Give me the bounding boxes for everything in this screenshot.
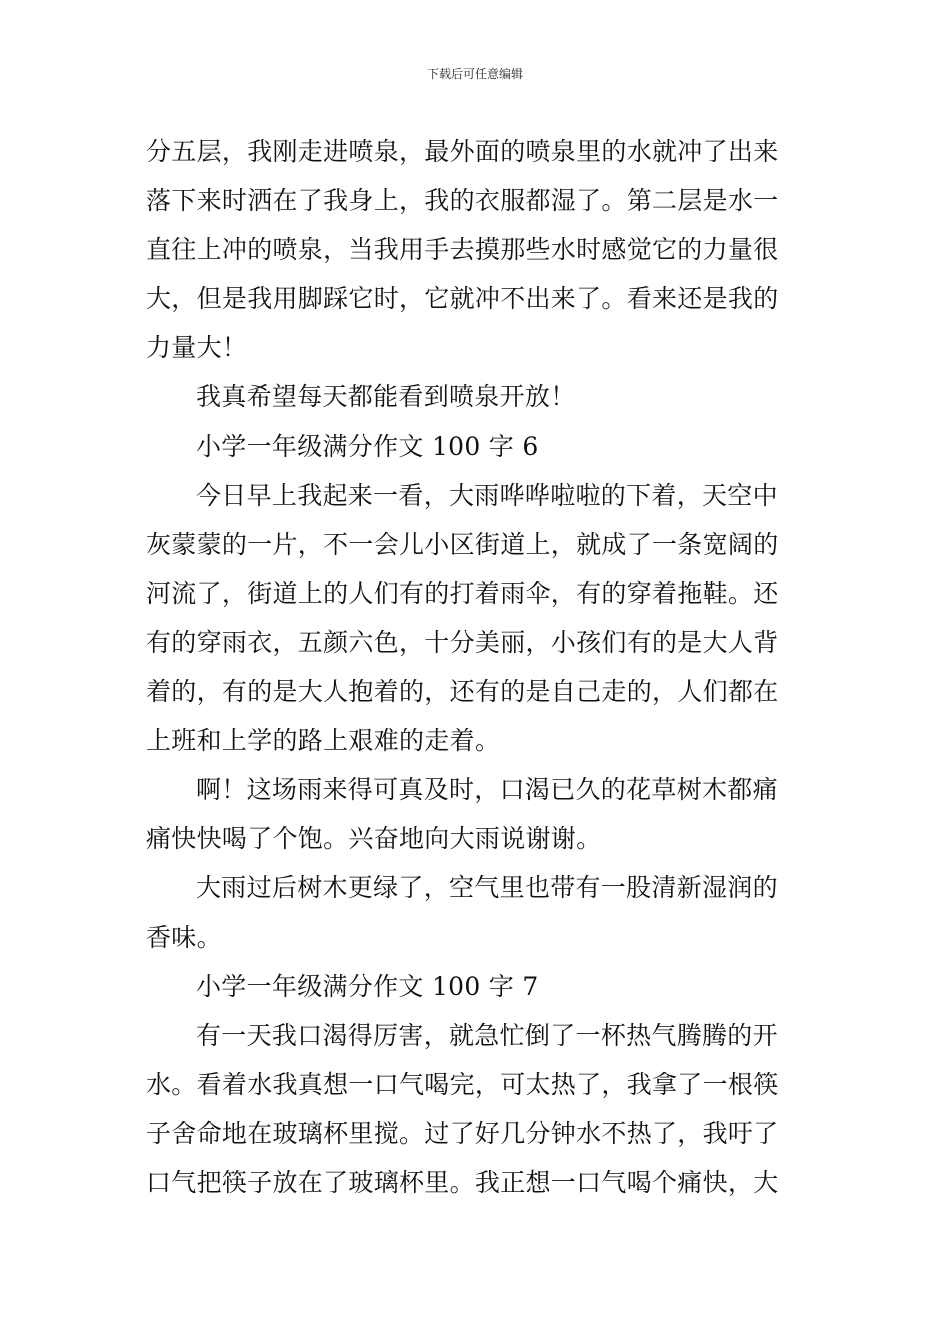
text-line: 直往上冲的喷泉，当我用手去摸那些水时感觉它的力量很 (146, 235, 779, 265)
text-line: 着的，有的是大人抱着的，还有的是自己走的，人们都在 (146, 677, 779, 707)
text-line: 大雨过后树木更绿了，空气里也带有一股清新湿润的 (196, 873, 778, 903)
text-line: 大，但是我用脚踩它时，它就冲不出来了。看来还是我的 (146, 284, 779, 314)
text-line: 痛快快喝了个饱。兴奋地向大雨说谢谢。 (146, 824, 602, 854)
text-line: 今日早上我起来一看，大雨哗哗啦啦的下着，天空中 (196, 480, 778, 510)
text-line: 有的穿雨衣，五颜六色，十分美丽，小孩们有的是大人背 (146, 627, 779, 657)
text-line: 有一天我口渴得厉害，就急忙倒了一杯热气腾腾的开 (196, 1020, 778, 1050)
text-line: 落下来时洒在了我身上，我的衣服都湿了。第二层是水一 (146, 186, 779, 216)
text-line: 口气把筷子放在了玻璃杯里。我正想一口气喝个痛快，大 (146, 1167, 779, 1197)
text-line: 香味。 (146, 922, 222, 952)
text-line: 我真希望每天都能看到喷泉开放！ (196, 382, 576, 412)
text-line: 小学一年级满分作文 100 字 6 (196, 431, 539, 461)
text-line: 力量大！ (146, 333, 248, 363)
text-line: 分五层，我刚走进喷泉，最外面的喷泉里的水就冲了出来 (146, 137, 779, 166)
page-header: 下载后可任意编辑 (426, 67, 523, 81)
text-line: 子舍命地在玻璃杯里搅。过了好几分钟水不热了，我吁了 (146, 1118, 779, 1148)
text-line: 河流了，街道上的人们有的打着雨伞，有的穿着拖鞋。还 (146, 578, 779, 608)
text-line: 小学一年级满分作文 100 字 7 (196, 971, 539, 1001)
text-line: 啊！这场雨来得可真及时，口渴已久的花草树木都痛 (196, 775, 778, 805)
text-line: 上班和上学的路上艰难的走着。 (146, 726, 501, 756)
text-line: 灰蒙蒙的一片，不一会儿小区街道上，就成了一条宽阔的 (146, 529, 779, 559)
document-body (146, 127, 808, 1207)
text-line: 水。看着水我真想一口气喝完，可太热了，我拿了一根筷 (146, 1069, 779, 1099)
